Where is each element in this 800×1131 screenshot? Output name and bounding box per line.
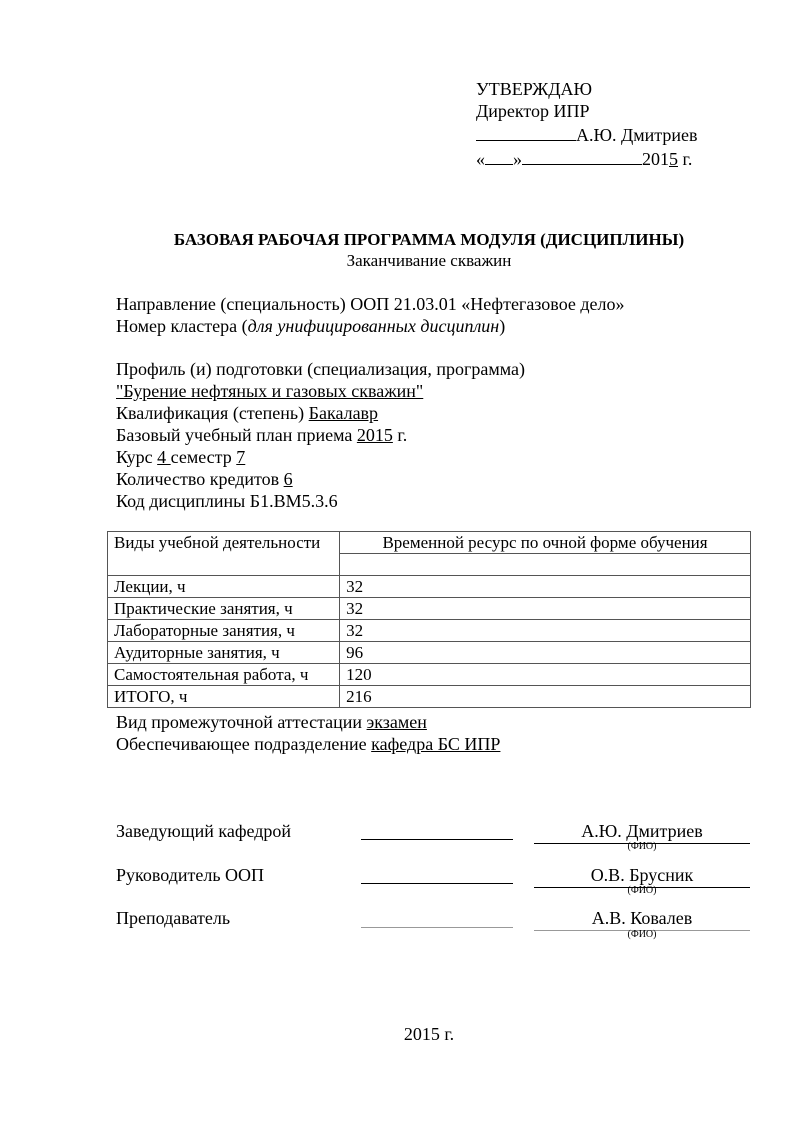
plan-year: 2015 — [356, 425, 393, 445]
date-quote-open: « — [476, 149, 485, 169]
credits-line — [116, 468, 525, 490]
profile-block — [116, 358, 525, 512]
fio-note: (ФИО) — [627, 929, 657, 940]
semester-label: семестр — [170, 447, 237, 467]
row-value: 32 — [340, 598, 751, 620]
fio-note: (ФИО) — [627, 841, 657, 852]
row-label: Лабораторные занятия, ч — [108, 620, 340, 642]
cluster-note: для унифицированных дисциплин — [247, 316, 500, 336]
subheader-empty-cell — [340, 554, 751, 576]
row-label: Практические занятия, ч — [108, 598, 340, 620]
month-blank — [522, 146, 642, 165]
signature-role: Руководитель ООП — [116, 865, 265, 885]
table-header-row — [108, 532, 751, 554]
signature-name: А.В. Ковалев — [534, 907, 750, 931]
semester-value: 7 — [236, 447, 246, 467]
signature-blank — [361, 926, 513, 928]
department-line — [116, 733, 500, 755]
discipline-name: Заканчивание скважин — [346, 251, 512, 270]
attestation-label: Вид промежуточной аттестации — [116, 712, 367, 732]
qualification-label: Квалификация (степень) — [116, 403, 309, 423]
signature-role: Преподаватель — [116, 908, 231, 928]
row-value: 120 — [340, 664, 751, 686]
course-line — [116, 446, 525, 468]
table-row — [108, 664, 751, 686]
department-value: кафедра БС ИПР — [371, 734, 501, 754]
direction-block — [116, 293, 625, 337]
hours-table — [107, 531, 751, 708]
table-row — [108, 686, 751, 708]
department-label: Обеспечивающее подразделение — [116, 734, 372, 754]
header-time-resource: Временной ресурс по очной форме обучения — [340, 532, 751, 554]
signature-name: А.Ю. Дмитриев — [534, 820, 750, 844]
table-row — [108, 576, 751, 598]
attestation-line — [116, 711, 500, 733]
approve-heading: УТВЕРЖДАЮ — [476, 79, 593, 99]
row-value: 216 — [340, 686, 751, 708]
cluster-close: ) — [499, 316, 506, 336]
course-value: 4 — [157, 447, 171, 467]
date-quote-close: » — [513, 149, 522, 169]
signature-blank — [476, 122, 576, 141]
row-value: 96 — [340, 642, 751, 664]
approval-year-suffix: г. — [678, 149, 693, 169]
table-row — [108, 642, 751, 664]
plan-suffix: г. — [392, 425, 408, 445]
row-label: Самостоятельная работа, ч — [108, 664, 340, 686]
course-label: Курс — [116, 447, 158, 467]
footer-year: 2015 г. — [403, 1024, 455, 1044]
signature-name: О.В. Брусник — [534, 864, 750, 888]
fio-note: (ФИО) — [627, 885, 657, 896]
credits-value: 6 — [283, 469, 293, 489]
signature-role: Заведующий кафедрой — [116, 821, 292, 841]
row-label: Аудиторные занятия, ч — [108, 642, 340, 664]
row-value: 32 — [340, 576, 751, 598]
attestation-block — [116, 711, 500, 755]
approver-signature-line — [476, 122, 698, 146]
table-row — [108, 598, 751, 620]
approval-year-last-digit: 5 — [669, 149, 678, 169]
attestation-value: экзамен — [366, 712, 427, 732]
profile-label: Профиль (и) подготовки (специализация, программа) — [116, 359, 526, 379]
row-label: ИТОГО, ч — [108, 686, 340, 708]
approval-block — [476, 78, 698, 170]
signature-blank — [361, 882, 513, 884]
row-value: 32 — [340, 620, 751, 642]
approval-date-line — [476, 146, 698, 170]
direction-line: Направление (специальность) ООП 21.03.01 «Нефтегазовое дело» — [116, 294, 625, 314]
qualification-line — [116, 402, 525, 424]
credits-label: Количество кредитов — [116, 469, 284, 489]
document-title: БАЗОВАЯ РАБОЧАЯ ПРОГРАММА МОДУЛЯ (ДИСЦИПЛИНЫ) — [173, 230, 685, 249]
discipline-code: Код дисциплины Б1.ВМ5.3.6 — [116, 491, 338, 511]
header-activity-types: Виды учебной деятельности — [108, 532, 340, 576]
plan-line — [116, 424, 525, 446]
approver-position: Директор ИПР — [476, 101, 590, 121]
qualification-value: Бакалавр — [308, 403, 379, 423]
cluster-line — [116, 315, 625, 337]
approver-name: А.Ю. Дмитриев — [576, 125, 698, 145]
table-row — [108, 620, 751, 642]
cluster-label: Номер кластера ( — [116, 316, 248, 336]
signature-blank — [361, 838, 513, 840]
day-blank — [485, 146, 513, 165]
approval-year: 201 — [642, 149, 669, 169]
row-label: Лекции, ч — [108, 576, 340, 598]
plan-label: Базовый учебный план приема — [116, 425, 357, 445]
profile-value: "Бурение нефтяных и газовых скважин" — [116, 381, 424, 401]
